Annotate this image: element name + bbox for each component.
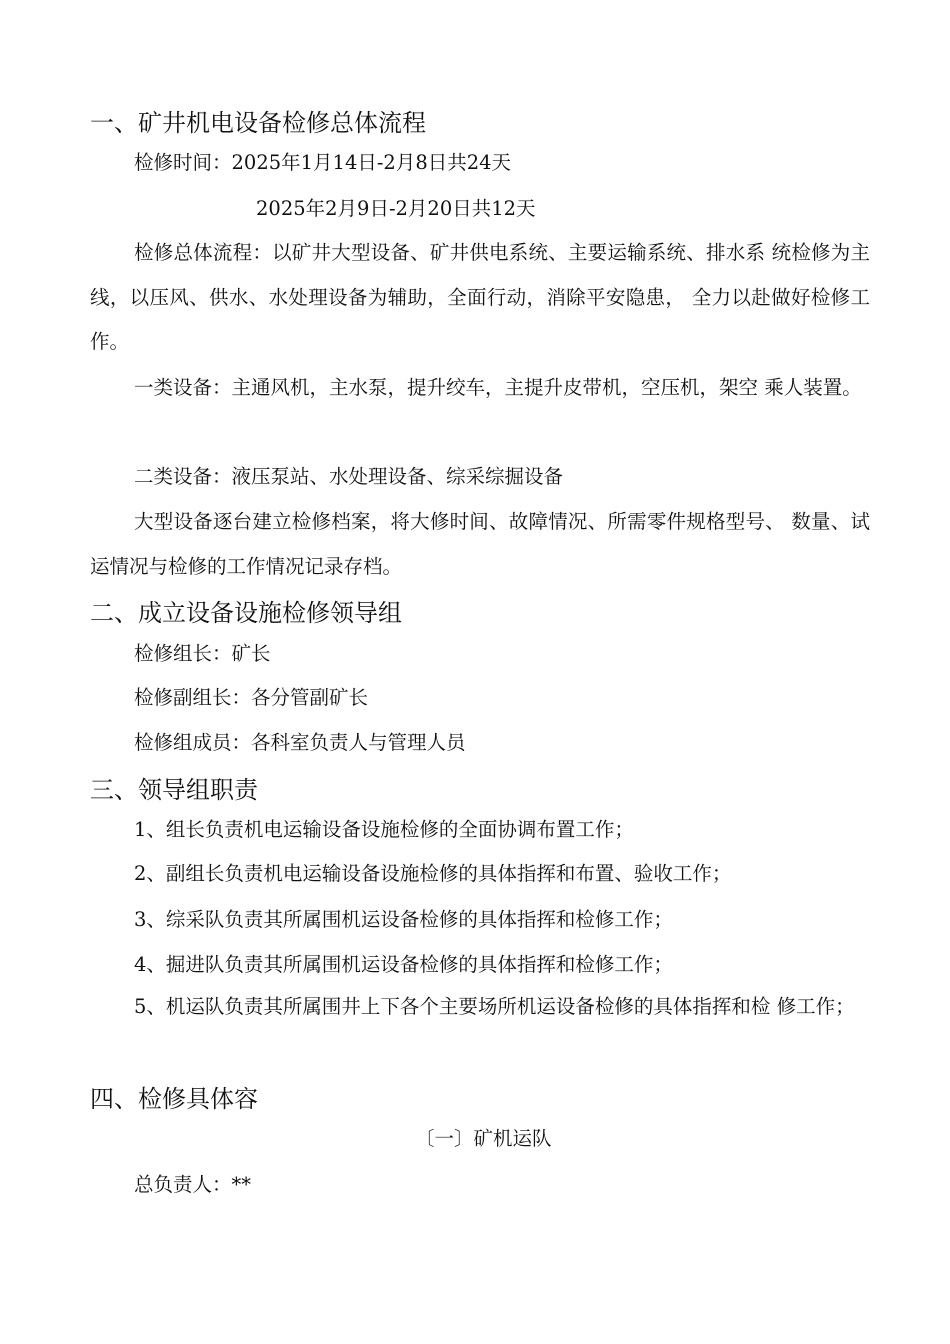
section-3-heading: 三、领导组职责 xyxy=(90,776,258,804)
repair-members-line: 检修组成员：各科室负责人与管理人员 xyxy=(134,731,466,754)
repair-leader-line: 检修组长：矿长 xyxy=(134,642,271,665)
class-one-equipment-paragraph: 一类设备：主通风机，主水泵，提升绞车，主提升皮带机，空压机，架空 乘人装置。 xyxy=(134,376,862,399)
repair-time-2: 2025年2月9日-2月20日共12天 xyxy=(256,197,536,220)
duty-item-2: 2、副组长负责机电运输设备设施检修的具体指挥和布置、验收工作； xyxy=(134,862,732,885)
repair-time-1: 检修时间：2025年1月14日-2月8日共24天 xyxy=(134,151,512,174)
duty-item-4: 4、掘进队负责其所属围机运设备检修的具体指挥和检修工作； xyxy=(134,953,673,976)
overall-flow-paragraph: 检修总体流程：以矿井大型设备、矿井供电系统、主要运输系统、排水系 统检修为主线，以压风、供水、水处理设备为辅助，全面行动，消除平安隐患， 全力以赴做好检修工作。 xyxy=(90,241,870,353)
archive-paragraph: 大型设备逐台建立检修档案，将大修时间、故障情况、所需零件规格型号、 数量、试运情况与检修的工作情况记录存档。 xyxy=(90,510,870,578)
duty-item-3: 3、综采队负责其所属围机运设备检修的具体指挥和检修工作； xyxy=(134,908,673,931)
section-1-heading: 一、矿井机电设备检修总体流程 xyxy=(90,109,426,137)
class-two-equipment-line: 二类设备：液压泵站、水处理设备、综采综掘设备 xyxy=(134,465,564,488)
section-4-heading: 四、检修具体容 xyxy=(90,1085,258,1113)
general-owner-line: 总负责人：** xyxy=(134,1173,252,1196)
section-2-heading: 二、成立设备设施检修领导组 xyxy=(90,599,402,627)
duty-item-5: 5、机运队负责其所属围井上下各个主要场所机运设备检修的具体指挥和检 修工作； xyxy=(134,995,855,1018)
repair-deputy-line: 检修副组长：各分管副矿长 xyxy=(134,686,369,709)
subsection-1-heading: 〔一〕矿机运队 xyxy=(415,1127,552,1150)
duty-item-1: 1、组长负责机电运输设备设施检修的全面协调布置工作； xyxy=(134,818,634,841)
